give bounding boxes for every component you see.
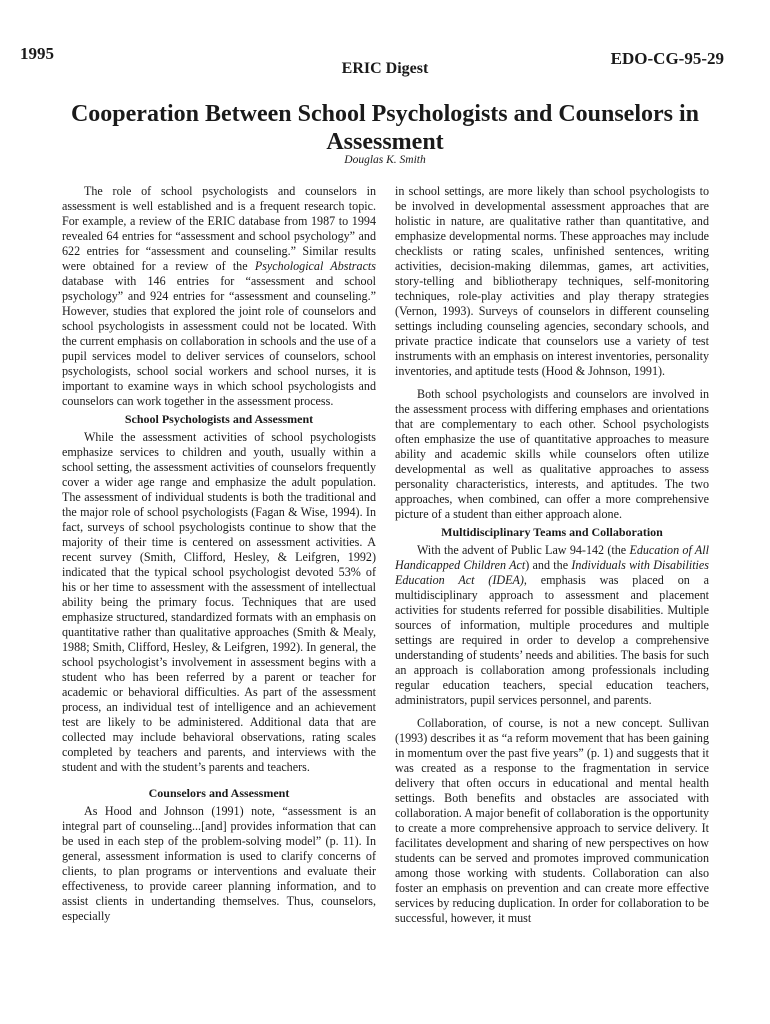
section-heading-school-psychologists: School Psychologists and Assessment [124,412,314,426]
counselors-continued-paragraph: in school settings, are more likely than school psychologists to be involved in developmental assessment approaches that are holistic in nature, are qualitative rather than quantitative, and emphasize developmental norms. These approaches may include checklists or rating scales, unfinished sentences, writing activities, decision-making dilemmas, games, art activities, story-telling and bibliotherapy techniques, self-monitoring techniques, role-play activities and play therapy strategies (Vernon, 1993). Surveys of counselors in different counseling settings including counseling agencies, secondary schools, and private practice indicate that counselors use a variety of test instruments with an emphasis on interest inventories, personality inventories, and aptitude tests (Hood & Johnson, 1991). [395,184,709,378]
series-name: ERIC Digest [341,60,429,77]
idea-title: Individuals with Disabilities Education Act (IDEA) [395,558,709,587]
counselors-paragraph: As Hood and Johnson (1991) note, “assessment is an integral part of counseling...[and] provides information that can be used in each step of the problem-solving model” (p. 11). In general, assessment information is used to clarify concerns of clients, to plan programs or interventions and evaluate their effectiveness, to provide career planning information, and to assist clients in undertanding themselves. Thus, counselors, especially [62,804,376,923]
document-code: EDO-CG-95-29 [610,49,724,68]
right-column [395,184,709,926]
section-heading-counselors: Counselors and Assessment [148,786,290,800]
collaboration-paragraph: Collaboration, of course, is not a new concept. Sullivan (1993) describes it as “a reform movement that has been gaining in momentum over the past five years” (p. 1) and suggests that it was created as a response to the fragmentation in service delivery that often occurs in educational and mental health settings. Both benefits and obstacles are associated with collaboration. A major benefit of collaboration is the opportunity to create a more comprehensive approach to service delivery. It facilitates development and sharing of new perspectives on how students can be served and promotes improved communication among those working with students. Collaboration can also foster an emphasis on prevention and can create more effective services by reducing duplication. In order for collaboration to be successful, however, it must [395,716,709,925]
public-law-paragraph: With the advent of Public Law 94-142 (the Education of All Handicapped Children Act) and the Individuals with Disabilities Education Act (IDEA), emphasis was placed on a multidisciplinary approach to assessment and placement activities for students referred for possible disabilities. Multiple sources of information, multiple procedures and multiple settings are required in order to develop a comprehensive understanding of students’ needs and abilities. The basis for such an approach is collaboration among professionals including regular education teachers, special education teachers, administrators, pupil services personnel, and parents. [395,543,710,707]
intro-paragraph: The role of school psychologists and counselors in assessment is well established and is a frequent research topic. For example, a review of the ERIC database from 1987 to 1994 revealed 64 entries for “assessment and school psychology” and 622 entries for “assessment and counseling.” Similar results were obtained for a review of the Psychological Abstracts database with 146 entries for “assessment and school psychology” and 924 entries for “assessment and counseling.” However, studies that explored the joint role of counselors and school psychologists in assessment could not be located. With the current emphasis on collaboration in schools and the use of a pupil services model to deliver services of counselors, school psychologists, school social workers and school nurses, it is important to examine ways in which school psychologists and counselors can work together in the assessment process. [62,184,376,408]
left-column [62,184,376,924]
journal-title: Psychological Abstracts [254,259,376,273]
complementary-roles-paragraph: Both school psychologists and counselors are involved in the assessment process with differing emphases and orientations that are complementary to each other. School psychologists often emphasize the use of quantitative approaches to measure ability and academic skills while counselors often utilize developmental as well as qualitative approaches to assess personality characteristics, interests, and aptitudes. The two approaches, when combined, can offer a more comprehensive picture of a student than either approach alone. [395,387,709,521]
page-title: Cooperation Between School Psychologists and Counselors in Assessment [70,101,700,155]
school-psychologists-paragraph: While the assessment activities of school psychologists emphasize services to children and youth, usually within a school setting, the assessment activities of counselors frequently cover a wider age range and emphasize the adult population. The assessment of individual students is both the traditional and the major role of school psychologists (Fagan & Wise, 1994). In fact, surveys of school psychologists continue to show that the majority of their time is centered on assessment activities. A recent survey (Smith, Clifford, Hesley, & Leifgren, 1992) indicated that the typical school psychologist devoted 53% of his or her time to assessment with the assessment of intellectual ability being the primary focus. Techniques that are used emphasize structured, standardized formats with an emphasis on quantitative rather than qualitative approaches (Smith & Mealy, 1988; Smith, Clifford, Hesley, & Leifgren, 1992). In general, the school psychologist’s involvement in assessment begins with a student who has been referred by a parent or teacher for academic or behavioral difficulties. As part of the assessment process, an individual test of intelligence and an achievement test are likely to be administered. Additional data that are collected may include behavioral observations, rating scales completed by teachers and parents, and interviews with the student and with the student’s parents and teachers. [62,430,376,774]
author-name: Douglas K. Smith [344,154,426,166]
act-title: Education of All Handicapped Children Act [395,543,709,572]
digest-year: 1995 [20,44,54,63]
section-heading-multidisciplinary: Multidisciplinary Teams and Collaboration [441,525,663,539]
